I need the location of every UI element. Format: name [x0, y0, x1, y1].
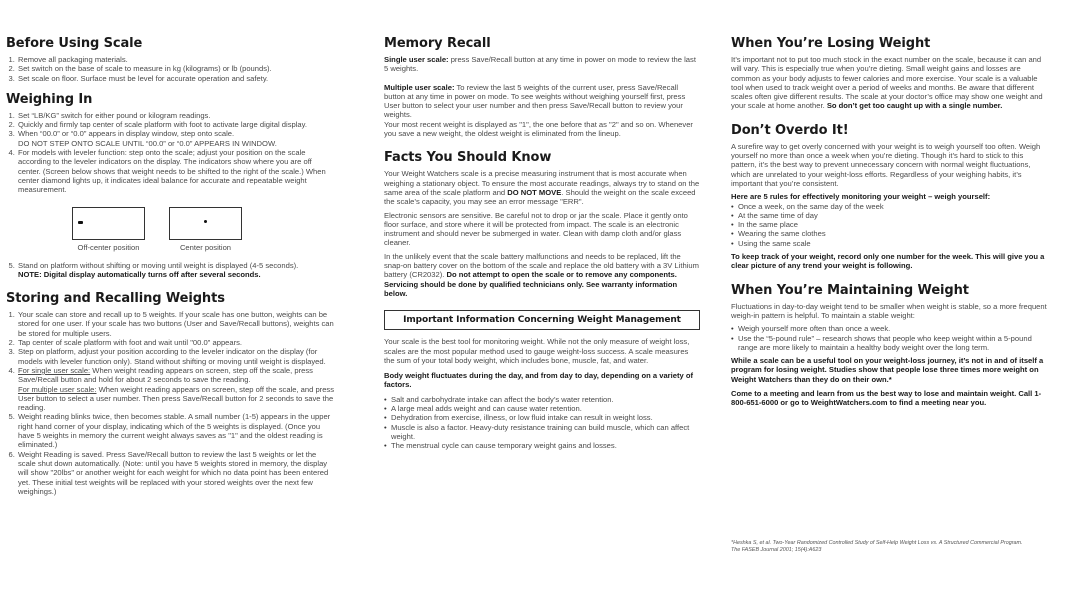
section-weighing-in	[6, 92, 336, 279]
list-item: 1. Remove all packaging materials.	[17, 55, 336, 64]
paragraph-text: . Should the weight on the scale exceed the scale’s capacity, you may see an error message "ERR".	[384, 187, 696, 207]
list-item: 3. Step on platform, adjust your position according to the leveler indicator on the display (for models with leveler function only). Stand without shifting or moving until weight is displayed.	[17, 347, 336, 366]
facts-paragraph-2: Electronic sensors are sensitive. Be careful not to drop or jar the scale. Place it gently onto floor surface, and store where it will be protected from impact. The scale is an electronic instrument and should never be submerged in water. Clean with damp cloth and/or glass cleaner.	[384, 210, 688, 248]
list-item: 4. For models with leveler function: step onto the scale; adjust your position on the scale according to the leveler indicators on the display. The indicators show where you are off center. (Screen below shows that weight needs to be shifted to the right of the scale.) When center diamond lights up, it indicates ideal balance for accurate and repeatable weight measurement.	[17, 148, 336, 194]
step-text: When weight reading appears on screen, step off the scale, and press User button to select a user number. Then press Save/Recall button for 2 seconds to save the reading.	[18, 384, 335, 413]
list-item: 2. Set switch on the base of scale to measure in kg (kilograms) or lb (pounds).	[17, 64, 336, 73]
column-right	[731, 36, 1047, 417]
meeting-call-to-action: Come to a meeting and learn from us the best way to lose and maintain weight. Call 1-800-651-6000 or go to WeightWatchers.com to find a meeting near you.	[731, 389, 1042, 408]
multi-user-paragraph	[384, 83, 700, 120]
list-item: • In the same place	[731, 220, 1047, 229]
recent-weight-paragraph: Your most recent weight is displayed as "1", the one before that as "2" and so on. Whenever you save a new weight, the oldest weight is eliminated from the lineup.	[384, 119, 693, 139]
heading-dont-overdo: Don’t Overdo It!	[731, 122, 849, 138]
single-number-emphasis: So don’t get too caught up with a single number.	[826, 101, 1003, 111]
heading-before-using-scale: Before Using Scale	[6, 36, 143, 51]
heading-memory-recall: Memory Recall	[384, 36, 491, 51]
display-screen-illustration	[169, 207, 242, 240]
section-before-using-scale	[6, 36, 336, 83]
display-screen-illustration	[72, 207, 145, 240]
list-item: • Wearing the same clothes	[731, 229, 1047, 238]
list-item: 2. Quickly and firmly tap center of scale platform with foot to activate large digital display.	[17, 120, 336, 129]
paragraph-text: Your Weight Watchers scale is a precise measuring instrument that is most accurate when weighing a stationary object. To ensure the most accurate readings, always try to stand on the same area of the scale platform and	[384, 169, 700, 197]
paragraph-text: press Save/Recall button at any time in power on mode to review the last 5 weights.	[384, 55, 696, 74]
paragraph-text: It’s important not to put too much stock in the exact number on the scale, because it can and will vary. This is especially true when you’re dieting. Small weight gains and losses are common as your body adjusts to fewer calories and more exercise. Your scale is a valuable tool when used to track weight over a period of weeks and months. Be aware that different scales often give different results. The scale at your doctor’s office may show one weight and your scale at home another.	[731, 55, 1043, 111]
citation-text: *Heshka S, et al. Two-Year Randomized Controlled Study of Self-Help Weight Loss vs. A Structured Commercial Program.	[731, 540, 1023, 546]
multi-user-label: Multiple user scale:	[384, 82, 455, 92]
diagram-caption: Center position	[179, 242, 232, 252]
column-middle	[384, 36, 700, 460]
heading-storing-recalling: Storing and Recalling Weights	[6, 291, 225, 307]
paragraph-text: In the unlikely event that the scale battery malfunctions and needs to be replaced, lift the snap-on battery cover on the bottom of the scale and replace the old battery with a 3V Lithium battery (CR2032).	[384, 251, 699, 280]
list-item	[17, 261, 336, 280]
multi-user-label: For multiple user scale:	[18, 384, 97, 394]
track-weight-note: To keep track of your weight, record only one number for the week. This will give you a clear picture of any trend your weight is following.	[731, 252, 1045, 271]
leveler-diagram	[72, 207, 336, 252]
list-item: 5. Weight reading blinks twice, then becomes stable. A small number (1-5) appears in the upper right hand corner of your display, indicating which of the 5 weights is displayed. (Once you have 5 weights in memory the current weight always saves as "1" and the oldest reading is eliminated.)	[17, 412, 336, 449]
list-item: 6. Weight Reading is saved. Press Save/Recall button to review the last 5 weights or let the scale shut down automatically. (Note: until you have 5 weights stored in memory, the display will show "20lbs" or another weight for each weight for which no data point has been entered yet. These initial test weights will be replaced with your stored weights over the next few weighings.)	[17, 450, 336, 496]
important-paragraph-1: Your scale is the best tool for monitoring weight. While not the only measure of weight loss, scales are the most popular method used to gauge weight-loss success. A scale measures the sum of your total body weight, which includes bone, muscle, fat, and water.	[384, 337, 690, 365]
facts-paragraph-3	[384, 252, 700, 298]
heading-losing-weight: When You’re Losing Weight	[731, 36, 931, 51]
weigh-rules-list	[731, 202, 1047, 248]
list-item: • Using the same scale	[731, 239, 1047, 248]
program-claim: While a scale can be a useful tool on your weight-loss journey, it’s not in and of itself a program for losing weight. Studies show that people lose three times more weight on Weight Watchers than they do on their own.*	[731, 356, 1044, 384]
heading-weighing-in: Weighing In	[6, 91, 93, 107]
list-item: • A large meal adds weight and can cause water retention.	[384, 404, 700, 413]
diagram-caption: Off-center position	[77, 242, 140, 252]
footnote-citation	[731, 540, 1031, 554]
off-center-diagram	[72, 207, 145, 252]
heading-facts: Facts You Should Know	[384, 150, 552, 166]
storing-steps	[6, 310, 336, 496]
list-item: • Once a week, on the same day of the week	[731, 202, 1047, 211]
step-warning: DO NOT STEP ONTO SCALE UNTIL “00.0” or “0.0” APPEARS IN WINDOW.	[18, 138, 277, 148]
list-item: • Use the “5-pound rule” – research shows that people who keep weight within a 5-pound range are more likely to maintain a healthy body weight over the long term.	[731, 334, 1047, 353]
list-item: 2. Tap center of scale platform with foot and wait until "00.0" appears.	[17, 338, 336, 347]
list-item: • At the same time of day	[731, 211, 1047, 220]
citation-journal: The FASEB Journal 2001; 15(4):A623	[731, 547, 822, 553]
do-not-move-emphasis: DO NOT MOVE	[507, 187, 562, 197]
section-facts	[384, 150, 700, 298]
rules-heading: Here are 5 rules for effectively monitoring your weight – weigh yourself:	[731, 192, 991, 202]
heading-maintaining-weight: When You’re Maintaining Weight	[731, 282, 969, 298]
list-item: • Muscle is also a factor. Heavy-duty resistance training can build muscle, which can affect weight.	[384, 423, 700, 442]
section-storing-recalling	[6, 291, 336, 496]
section-important-info	[384, 310, 700, 450]
list-item: • The menstrual cycle can cause temporary weight gains and losses.	[384, 441, 700, 450]
section-dont-overdo	[731, 123, 1047, 271]
list-item: • Weigh yourself more often than once a week.	[731, 324, 1047, 333]
step-text: When “00.0” or “0.0” appears in display window, step onto scale.	[18, 129, 235, 139]
facts-paragraph-1	[384, 169, 700, 206]
before-using-steps	[6, 55, 336, 83]
overdo-paragraph: A surefire way to get overly concerned with your weight is to weigh yourself too often. Weigh yourself no more than once a week when you’re dieting. Though it’s hard to stick to this pattern, it’s the best way to prevent unnecessary concern with normal weight fluctuations, which are unrelated to your weight-loss efforts. Regardless of your weighing habits, it’s important that you’re consistent.	[731, 141, 1041, 188]
losing-paragraph	[731, 55, 1047, 111]
fluctuation-heading: Body weight fluctuates during the day, and from day to day, depending on a variety of factors.	[384, 371, 693, 390]
center-diagram	[169, 207, 242, 252]
section-losing-weight	[731, 36, 1047, 111]
list-item: 1. Your scale can store and recall up to 5 weights. If your scale has one button, weights can be stored for one user. If your scale has two buttons (User and Save/Recall buttons), weights can be stored for multiple users.	[17, 310, 336, 338]
single-user-label: For single user scale:	[18, 365, 91, 375]
off-center-indicator-icon	[78, 221, 83, 224]
list-item: • Dehydration from exercise, illness, or low fluid intake can result in weight loss.	[384, 413, 700, 422]
fluctuation-factors-list	[384, 395, 700, 451]
list-item: 3. Set scale on floor. Surface must be level for accurate operation and safety.	[17, 74, 336, 83]
list-item	[17, 129, 336, 148]
display-note: NOTE: Digital display automatically turns off after several seconds.	[18, 269, 261, 279]
weighing-in-steps	[6, 111, 336, 195]
list-item: • Salt and carbohydrate intake can affect the body’s water retention.	[384, 395, 700, 404]
column-left	[6, 36, 336, 505]
section-maintaining-weight	[731, 283, 1047, 408]
heading-important-info: Important Information Concerning Weight Management	[384, 310, 700, 330]
center-diamond-icon	[204, 220, 207, 223]
list-item	[17, 366, 336, 412]
section-memory-recall	[384, 36, 700, 138]
step-text: Stand on platform without shifting or moving until weight is displayed (4-5 seconds).	[18, 260, 299, 270]
single-user-label: Single user scale:	[384, 55, 449, 64]
maintaining-paragraph: Fluctuations in day-to-day weight tend to be smaller when weight is stable, so a more frequent weigh-in pattern is helpful. To maintain a stable weight:	[731, 301, 1047, 320]
paragraph-text: To review the last 5 weights of the current user, press Save/Recall button at any time in power on mode. To see weights without weighing yourself first, press User button to select your user number and then press Save/Recall button to review your weights.	[384, 82, 686, 120]
weighing-in-steps-continued	[6, 261, 336, 280]
list-item: 1. Set “LB/KG” switch for either pound or kilogram readings.	[17, 111, 336, 120]
maintaining-tips-list	[731, 324, 1047, 352]
single-user-paragraph	[384, 55, 700, 74]
battery-warning: Do not attempt to open the scale or to remove any components. Servicing should be done by qualified technicians only. See warranty information below.	[384, 270, 678, 298]
step-text: When weight reading appears on screen, step off the scale, press Save/Recall button and hold for about 2 seconds to save the reading.	[18, 365, 313, 385]
